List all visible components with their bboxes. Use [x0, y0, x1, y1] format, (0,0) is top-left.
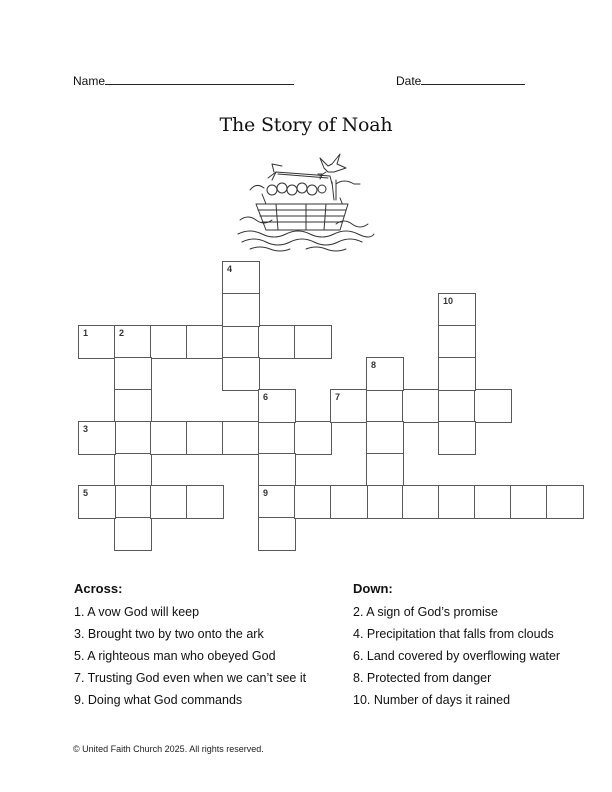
date-blank-line[interactable]	[421, 73, 525, 85]
clue-number: 8	[371, 360, 377, 370]
crossword-cell[interactable]	[438, 293, 476, 327]
crossword-cell[interactable]	[366, 453, 404, 487]
crossword-cell[interactable]	[294, 325, 332, 359]
crossword-cell[interactable]	[78, 325, 116, 359]
crossword-cell[interactable]	[366, 485, 404, 519]
crossword-cell[interactable]	[546, 485, 584, 519]
crossword-cell[interactable]	[222, 357, 260, 391]
crossword-cell[interactable]	[258, 485, 296, 519]
page-title: The Story of Noah	[219, 114, 393, 136]
crossword-cell[interactable]	[438, 389, 476, 423]
clue-number: 5	[83, 488, 89, 498]
down-heading: Down:	[353, 581, 393, 596]
crossword-cell[interactable]	[150, 421, 188, 455]
clue-down-6: 6. Land covered by overflowing water	[353, 649, 561, 663]
crossword-cell[interactable]	[222, 261, 260, 295]
crossword-cell[interactable]	[222, 421, 260, 455]
clue-down-4: 4. Precipitation that falls from clouds	[353, 627, 554, 641]
crossword-cell[interactable]	[114, 325, 152, 359]
crossword-cell[interactable]	[78, 485, 116, 519]
crossword-cell[interactable]	[258, 325, 296, 359]
clue-number: 4	[227, 264, 233, 274]
clue-across-1: 1. A vow God will keep	[74, 605, 200, 619]
crossword-cell[interactable]	[258, 517, 296, 551]
crossword-cell[interactable]	[222, 293, 260, 327]
clue-number: 1	[83, 328, 89, 338]
clue-number: 3	[83, 424, 89, 434]
crossword-cell[interactable]	[150, 325, 188, 359]
crossword-cell[interactable]	[438, 421, 476, 455]
crossword-cell[interactable]	[294, 421, 332, 455]
crossword-cell[interactable]	[222, 325, 260, 359]
crossword-cell[interactable]	[78, 421, 116, 455]
clue-number: 9	[263, 488, 269, 498]
crossword-cell[interactable]	[114, 357, 152, 391]
clue-down-2: 2. A sign of God’s promise	[353, 605, 498, 619]
clue-number: 10	[443, 296, 454, 306]
clue-across-9: 9. Doing what God commands	[74, 693, 243, 707]
name-field[interactable]	[73, 72, 294, 90]
crossword-cell[interactable]	[330, 389, 368, 423]
crossword-cell[interactable]	[474, 389, 512, 423]
clue-number: 7	[335, 392, 341, 402]
crossword-cell[interactable]	[114, 453, 152, 487]
clue-down-8: 8. Protected from danger	[353, 671, 492, 685]
crossword-cell[interactable]	[186, 421, 224, 455]
clue-down-10: 10. Number of days it rained	[353, 693, 511, 707]
crossword-cell[interactable]	[366, 357, 404, 391]
across-clues	[74, 580, 324, 711]
crossword-cell[interactable]	[258, 389, 296, 423]
crossword-cell[interactable]	[330, 485, 368, 519]
noahs-ark-illustration	[236, 150, 376, 254]
down-clues	[353, 580, 603, 711]
crossword-cell[interactable]	[510, 485, 548, 519]
clue-across-7: 7. Trusting God even when we can’t see it	[74, 671, 307, 685]
copyright-footer: © United Faith Church 2025. All rights reserved.	[73, 744, 264, 754]
crossword-cell[interactable]	[402, 485, 440, 519]
crossword-cell[interactable]	[258, 421, 296, 455]
crossword-cell[interactable]	[438, 325, 476, 359]
crossword-cell[interactable]	[294, 485, 332, 519]
clue-across-3: 3. Brought two by two onto the ark	[74, 627, 264, 641]
crossword-cell[interactable]	[114, 421, 152, 455]
crossword-cell[interactable]	[438, 357, 476, 391]
clue-across-5: 5. A righteous man who obeyed God	[74, 649, 276, 663]
date-field[interactable]	[396, 72, 525, 90]
clue-number: 2	[119, 328, 125, 338]
crossword-cell[interactable]	[114, 389, 152, 423]
crossword-cell[interactable]	[474, 485, 512, 519]
crossword-cell[interactable]	[438, 485, 476, 519]
date-label: Date	[396, 74, 422, 88]
crossword-cell[interactable]	[258, 453, 296, 487]
crossword-cell[interactable]	[186, 325, 224, 359]
noahs-ark-with-dove-icon	[236, 150, 376, 254]
crossword-cell[interactable]	[150, 485, 188, 519]
crossword-cell[interactable]	[366, 389, 404, 423]
clue-number: 6	[263, 392, 269, 402]
crossword-cell[interactable]	[366, 421, 404, 455]
crossword-cell[interactable]	[114, 517, 152, 551]
crossword-cell[interactable]	[186, 485, 224, 519]
crossword-cell[interactable]	[114, 485, 152, 519]
across-heading: Across:	[74, 581, 123, 596]
name-label: Name	[73, 74, 106, 88]
name-blank-line[interactable]	[105, 73, 294, 85]
crossword-cell[interactable]	[402, 389, 440, 423]
